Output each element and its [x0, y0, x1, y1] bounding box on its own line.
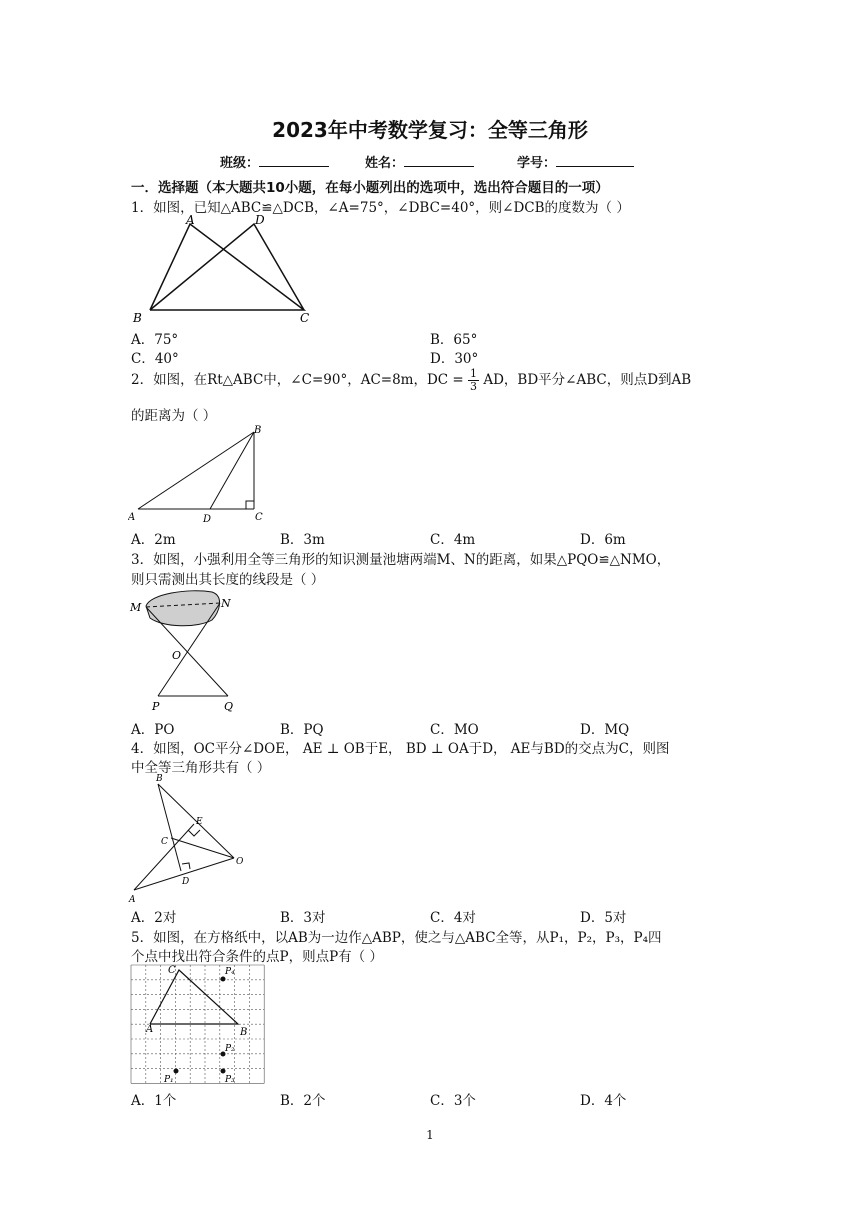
label-b: B	[240, 1027, 248, 1038]
q2-stem-line2: 的距离为（ ）	[131, 408, 217, 424]
label-b: B	[254, 425, 262, 436]
q5-stem-line2: 个点中找出符合条件的点P，则点P有（ ）	[131, 949, 383, 965]
label-m: M	[130, 601, 142, 614]
label-b: B	[156, 774, 163, 784]
q2-option-c[interactable]: C．4m	[430, 532, 476, 548]
q1-option-c[interactable]: C．40°	[131, 351, 179, 367]
label-a: A	[186, 214, 195, 227]
q5-figure	[128, 962, 272, 1088]
right-angle-e	[188, 830, 200, 836]
q2-stem-a: 2．如图，在Rt△ABC中，∠C=90°，AC=8m，DC =	[131, 372, 464, 388]
label-c: C	[161, 837, 168, 847]
class-label: 班级：	[220, 156, 260, 171]
label-d: D	[255, 214, 265, 227]
q4-stem-line1: 4．如图，OC平分∠DOE， AE ⊥ OB于E， BD ⊥ OA于D， AE与BD的交点为C，则图	[131, 741, 670, 757]
q5-option-d[interactable]: D．4个	[580, 1093, 627, 1109]
segment-bd	[210, 432, 254, 509]
q4-option-b[interactable]: B．3对	[280, 910, 326, 926]
q5-option-b[interactable]: B．2个	[280, 1093, 326, 1109]
page-number: 1	[426, 1128, 434, 1142]
label-d: D	[182, 877, 190, 887]
label-n: N	[221, 597, 231, 610]
q2-option-d[interactable]: D．6m	[580, 532, 626, 548]
point-p4	[221, 977, 226, 982]
q5-option-c[interactable]: C．3个	[430, 1093, 476, 1109]
fraction-numerator: 1	[470, 367, 478, 380]
q2-option-b[interactable]: B．3m	[280, 532, 325, 548]
q4-stem-line2: 中全等三角形共有（ ）	[131, 760, 271, 776]
segment-oc	[171, 838, 234, 858]
label-a: A	[128, 512, 136, 523]
q3-option-b[interactable]: B．PQ	[280, 722, 324, 738]
label-c: C	[168, 965, 176, 976]
triangle-dcb	[150, 224, 304, 310]
fraction-denominator: 3	[470, 380, 478, 393]
label-a: A	[129, 895, 136, 905]
triangle-abc	[150, 224, 304, 310]
label-p4: P₄	[225, 967, 235, 977]
q5-option-a[interactable]: A．1个	[131, 1093, 177, 1109]
label-p: P	[152, 700, 160, 713]
label-o: O	[236, 857, 244, 867]
segment-ab	[138, 432, 254, 509]
q3-stem-line2: 则只需测出其长度的线段是（ ）	[131, 572, 325, 588]
q5-stem-line1: 5．如图，在方格纸中，以AB为一边作△ABP，使之与△ABC全等，从P₁，P₂，P₃，P₄四	[131, 930, 662, 946]
label-c: C	[255, 512, 263, 523]
q2-option-a[interactable]: A．2m	[131, 532, 176, 548]
right-angle-d	[182, 863, 190, 869]
q3-stem-line1: 3．如图，小强利用全等三角形的知识测量池塘两端M、N的距离，如果△PQO≌△NMO，	[131, 552, 671, 568]
q1-option-a[interactable]: A．75°	[131, 332, 179, 348]
point-p3	[221, 1069, 226, 1074]
q1-stem: 1．如图，已知△ABC≌△DCB，∠A=75°，∠DBC=40°，则∠DCB的度数为（ ）	[131, 200, 630, 216]
q3-option-d[interactable]: D．MQ	[580, 722, 630, 738]
fraction	[468, 368, 479, 393]
q2-stem-b: AD，BD平分∠ABC，则点D到AB	[483, 372, 692, 388]
label-c: C	[300, 311, 310, 325]
q2-stem-line1	[131, 368, 691, 393]
page-title: 2023年中考数学复习：全等三角形	[272, 118, 588, 142]
label-a: A	[146, 1024, 154, 1035]
label-p1: P₁	[164, 1075, 174, 1085]
name-label: 姓名：	[365, 156, 405, 171]
q4-option-c[interactable]: C．4对	[430, 910, 476, 926]
label-e: E	[196, 817, 203, 827]
label-q: Q	[224, 700, 234, 713]
q4-option-d[interactable]: D．5对	[580, 910, 627, 926]
q3-option-c[interactable]: C．MO	[430, 722, 479, 738]
q1-option-d[interactable]: D．30°	[430, 351, 479, 367]
section-heading: 一．选择题（本大题共10小题，在每小题列出的选项中，选出符合题目的一项）	[131, 180, 609, 196]
q2-figure	[128, 420, 278, 524]
q4-figure	[124, 772, 254, 906]
class-blank	[259, 154, 329, 167]
q1-option-b[interactable]: B．65°	[430, 332, 478, 348]
q1-figure	[128, 214, 328, 326]
name-blank	[404, 154, 474, 167]
q3-figure	[128, 586, 248, 714]
label-d: D	[203, 514, 212, 524]
right-angle-mark	[246, 501, 254, 509]
id-field	[517, 152, 634, 171]
class-field	[220, 152, 329, 171]
point-p1	[174, 1069, 179, 1074]
label-b: B	[133, 311, 142, 325]
q4-option-a[interactable]: A．2对	[131, 910, 177, 926]
name-field	[365, 152, 474, 171]
id-blank	[556, 154, 634, 167]
q3-option-a[interactable]: A．PO	[131, 722, 175, 738]
id-label: 学号：	[517, 156, 557, 171]
segment-bd	[158, 784, 181, 871]
label-o: O	[172, 649, 182, 662]
label-p3: P₃	[225, 1075, 235, 1085]
label-p2: P₂	[225, 1044, 235, 1054]
